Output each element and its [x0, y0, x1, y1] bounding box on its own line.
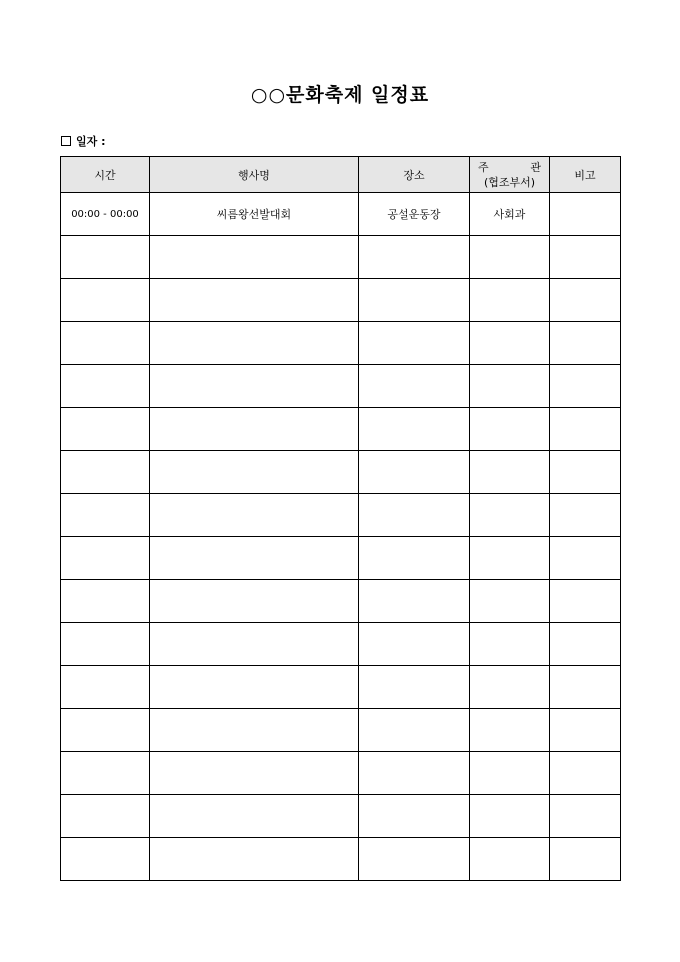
cell-note — [550, 451, 621, 494]
cell-time — [61, 709, 150, 752]
cell-organizer — [470, 795, 550, 838]
cell-time: 00:00 - 00:00 — [61, 193, 150, 236]
cell-place: 공설운동장 — [359, 193, 470, 236]
checkbox-icon — [61, 136, 71, 146]
header-organizer-sub: (협조부서) — [483, 175, 536, 189]
cell-organizer — [470, 365, 550, 408]
cell-organizer — [470, 494, 550, 537]
header-row — [61, 157, 621, 193]
cell-note — [550, 365, 621, 408]
table-row — [61, 193, 621, 236]
cell-place — [359, 795, 470, 838]
cell-note — [550, 709, 621, 752]
cell-note — [550, 322, 621, 365]
cell-event — [150, 709, 359, 752]
table-row — [61, 365, 621, 408]
document-title: ○○문화축제 일정표 — [250, 84, 430, 106]
header-place: 장소 — [359, 157, 470, 193]
cell-note — [550, 193, 621, 236]
cell-organizer — [470, 279, 550, 322]
cell-event — [150, 580, 359, 623]
cell-note — [550, 752, 621, 795]
cell-event — [150, 494, 359, 537]
header-organizer — [470, 157, 550, 193]
cell-place — [359, 408, 470, 451]
cell-note — [550, 838, 621, 881]
cell-time — [61, 322, 150, 365]
cell-organizer — [470, 838, 550, 881]
cell-organizer — [470, 623, 550, 666]
cell-note — [550, 236, 621, 279]
cell-note — [550, 666, 621, 709]
table-row — [61, 236, 621, 279]
cell-place — [359, 752, 470, 795]
table-row — [61, 838, 621, 881]
cell-time — [61, 580, 150, 623]
cell-note — [550, 795, 621, 838]
cell-event — [150, 666, 359, 709]
cell-time — [61, 838, 150, 881]
cell-event — [150, 408, 359, 451]
cell-organizer — [470, 709, 550, 752]
cell-place — [359, 494, 470, 537]
cell-place — [359, 580, 470, 623]
cell-time — [61, 408, 150, 451]
date-line — [61, 133, 105, 149]
table-row — [61, 494, 621, 537]
cell-time — [61, 537, 150, 580]
header-note: 비고 — [550, 157, 621, 193]
cell-time — [61, 795, 150, 838]
header-event: 행사명 — [150, 157, 359, 193]
header-time: 시간 — [61, 157, 150, 193]
cell-event — [150, 322, 359, 365]
cell-event — [150, 537, 359, 580]
cell-place — [359, 623, 470, 666]
cell-place — [359, 365, 470, 408]
cell-time — [61, 623, 150, 666]
cell-organizer — [470, 322, 550, 365]
cell-organizer: 사회과 — [470, 193, 550, 236]
cell-note — [550, 494, 621, 537]
cell-event: 씨름왕선발대회 — [150, 193, 359, 236]
cell-note — [550, 623, 621, 666]
table-row — [61, 752, 621, 795]
cell-note — [550, 279, 621, 322]
cell-place — [359, 709, 470, 752]
cell-time — [61, 365, 150, 408]
cell-place — [359, 666, 470, 709]
cell-event — [150, 451, 359, 494]
cell-organizer — [470, 752, 550, 795]
table-row — [61, 451, 621, 494]
table-row — [61, 322, 621, 365]
schedule-table — [60, 156, 621, 881]
cell-event — [150, 236, 359, 279]
table-row — [61, 666, 621, 709]
cell-organizer — [470, 537, 550, 580]
cell-time — [61, 279, 150, 322]
cell-organizer — [470, 236, 550, 279]
cell-note — [550, 537, 621, 580]
cell-event — [150, 623, 359, 666]
cell-organizer — [470, 580, 550, 623]
cell-event — [150, 838, 359, 881]
cell-event — [150, 365, 359, 408]
cell-place — [359, 838, 470, 881]
table-row — [61, 795, 621, 838]
cell-organizer — [470, 666, 550, 709]
cell-place — [359, 451, 470, 494]
table-row — [61, 279, 621, 322]
header-organizer-part1: 주 — [478, 160, 489, 174]
table-row — [61, 709, 621, 752]
table-row — [61, 580, 621, 623]
date-label: 일자 : — [76, 135, 106, 148]
cell-time — [61, 451, 150, 494]
table-row — [61, 537, 621, 580]
cell-place — [359, 236, 470, 279]
cell-organizer — [470, 408, 550, 451]
cell-organizer — [470, 451, 550, 494]
cell-event — [150, 752, 359, 795]
cell-time — [61, 752, 150, 795]
cell-event — [150, 795, 359, 838]
cell-note — [550, 580, 621, 623]
cell-place — [359, 279, 470, 322]
cell-place — [359, 537, 470, 580]
table-row — [61, 408, 621, 451]
cell-place — [359, 322, 470, 365]
cell-event — [150, 279, 359, 322]
cell-note — [550, 408, 621, 451]
cell-time — [61, 494, 150, 537]
cell-time — [61, 666, 150, 709]
table-row — [61, 623, 621, 666]
header-organizer-part2: 관 — [530, 160, 541, 174]
cell-time — [61, 236, 150, 279]
